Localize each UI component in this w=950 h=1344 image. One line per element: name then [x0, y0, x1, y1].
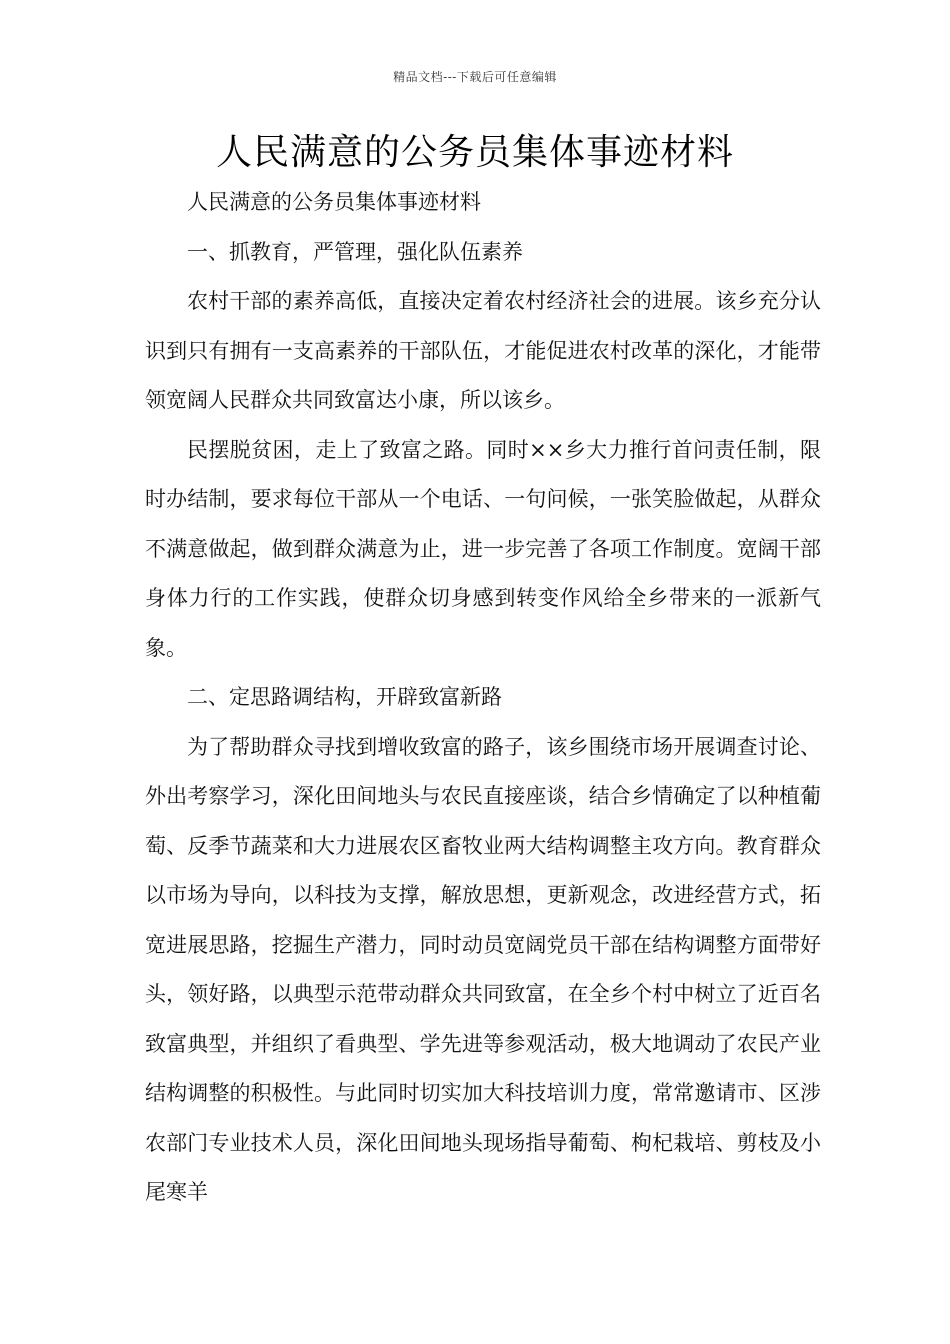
section-heading-1: 一、抓教育，严管理，强化队伍素养	[187, 239, 523, 264]
paragraph-subtitle: 人民满意的公务员集体事迹材料	[187, 190, 481, 214]
document-body	[145, 178, 821, 1218]
header-note: 精品文档---下载后可任意编辑	[393, 70, 557, 84]
paragraph: 农村干部的素养高低，直接决定着农村经济社会的进展。该乡充分认识到只有拥有一支高素养的干部队伍，才能促进农村改革的深化，才能带领宽阔人民群众共同致富达小康，所以该乡。	[145, 289, 821, 412]
paragraph: 为了帮助群众寻找到增收致富的路子，该乡围绕市场开展调查讨论、外出考察学习，深化田间地头与农民直接座谈，结合乡情确定了以种植葡萄、反季节蔬菜和大力进展农区畜牧业两大结构调整主攻方向。教育群众以市场为导向，以科技为支撑，解放思想，更新观念，改进经营方式，拓宽进展思路，挖掘生产潜力，同时动员宽阔党员干部在结构调整方面带好头，领好路，以典型示范带动群众共同致富，在全乡个村中树立了近百名致富典型，并组织了看典型、学先进等参观活动，极大地调动了农民产业结构调整的积极性。与此同时切实加大科技培训力度，常常邀请市、区涉农部门专业技术人员，深化田间地头现场指导葡萄、枸杞栽培、剪枝及小尾寒羊	[145, 734, 821, 1204]
paragraph: 民摆脱贫困，走上了致富之路。同时××乡大力推行首问责任制，限时办结制，要求每位干部从一个电话、一句问候，一张笑脸做起，从群众不满意做起，做到群众满意为止，进一步完善了各项工作制度。宽阔干部身体力行的工作实践，使群众切身感到转变作风给全乡带来的一派新气象。	[145, 437, 821, 660]
document-title: 人民满意的公务员集体事迹材料	[215, 132, 734, 173]
section-heading-2: 二、定思路调结构，开辟致富新路	[187, 685, 502, 709]
